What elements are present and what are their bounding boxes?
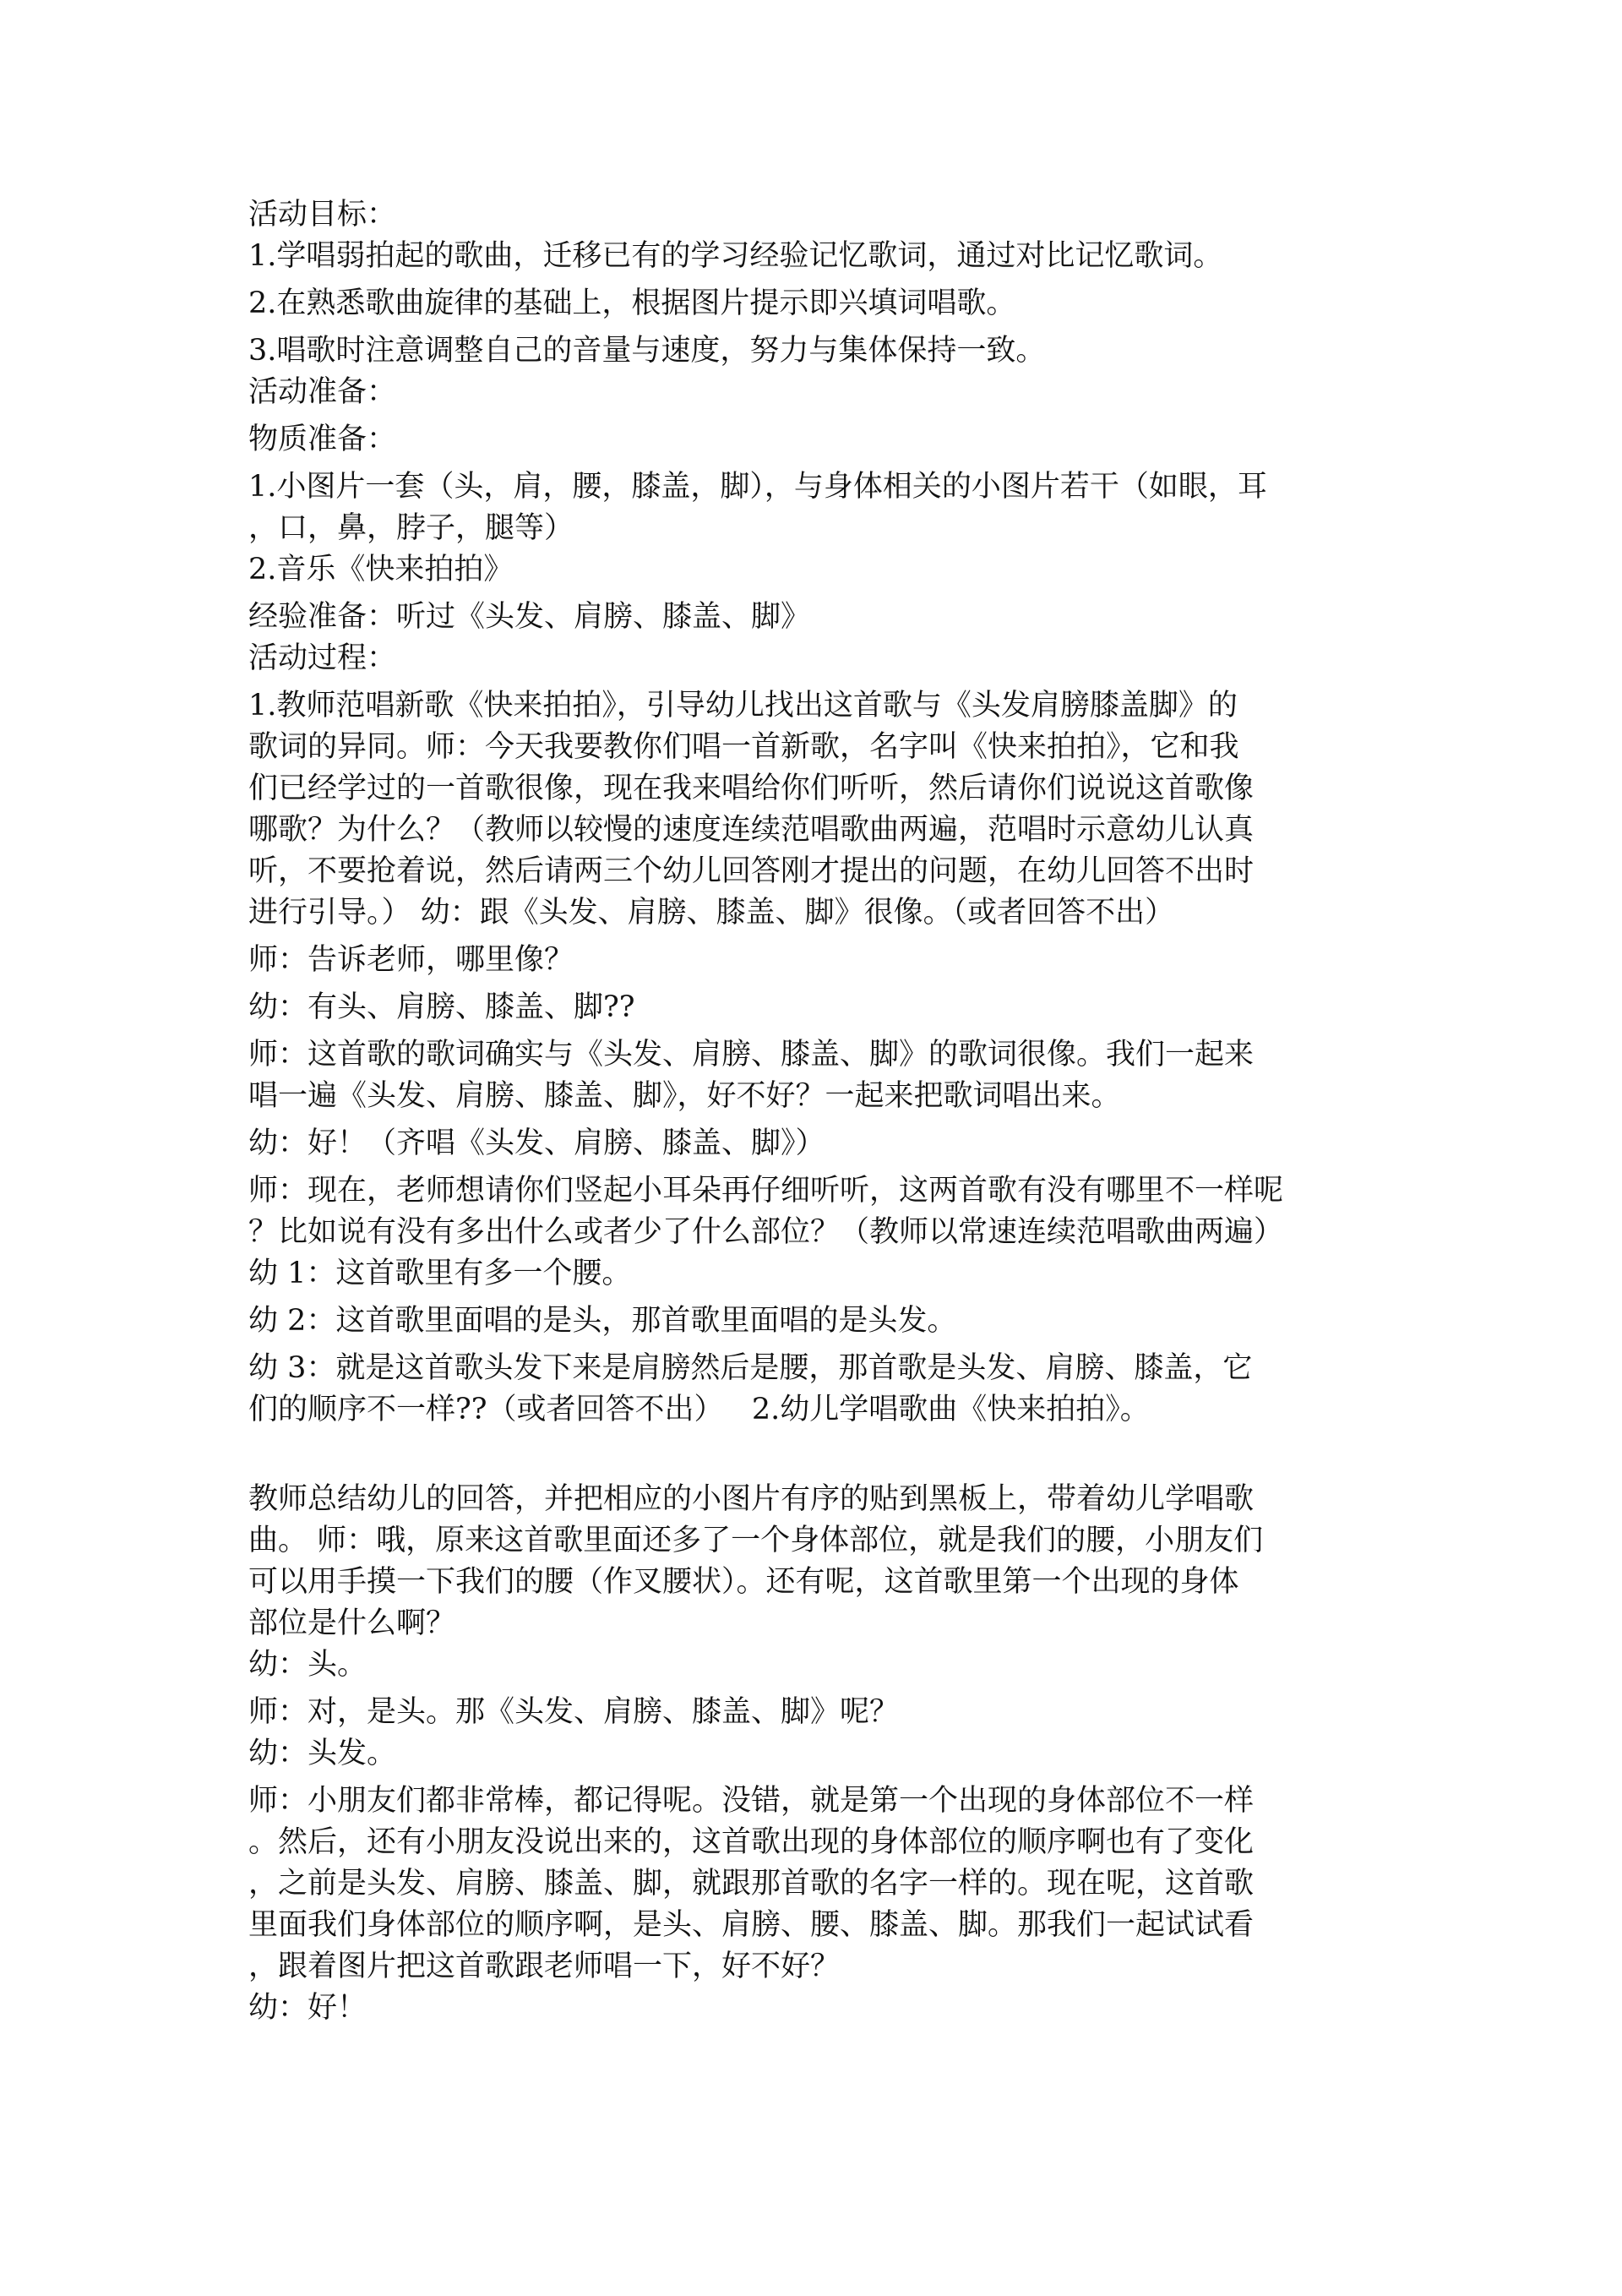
dialogue-line: 们的顺序不一样??（或者回答不出） 2.幼儿学唱歌曲《快来拍拍》。 (248, 1393, 1150, 1426)
heading-activity-preparation: 活动准备： (248, 375, 397, 409)
dialogue-line: 幼：有头、肩膀、膝盖、脚?? (248, 990, 635, 1024)
process-step-1-line-2: 歌词的异同。师：今天我要教你们唱一首新歌，名字叫《快来拍拍》，它和我 (248, 730, 1239, 764)
process-step-1-line-6: 进行引导。） 幼：跟《头发、肩膀、膝盖、脚》很像。（或者回答不出） (248, 896, 1175, 930)
dialogue-line: 幼 1：这首歌里有多一个腰。 (248, 1257, 632, 1290)
dialogue-line: 幼：好！ (248, 1991, 367, 2025)
dialogue-line: 师：对，是头。那《头发、肩膀、膝盖、脚》呢？ (248, 1695, 900, 1729)
heading-activity-process: 活动过程： (248, 641, 397, 675)
dialogue-line: 。然后，还有小朋友没说出来的，这首歌出现的身体部位的顺序啊也有了变化 (248, 1825, 1255, 1859)
material-item-2: 2.音乐《快来拍拍》 (248, 553, 514, 586)
process-step-2-line: 部位是什么啊？ (248, 1606, 456, 1640)
goal-item-1: 1.学唱弱拍起的歌曲，迁移已有的学习经验记忆歌词，通过对比记忆歌词。 (248, 239, 1223, 273)
process-step-2-line: 曲。 师：哦，原来这首歌里面还多了一个身体部位，就是我们的腰，小朋友们 (248, 1524, 1264, 1557)
heading-material-preparation: 物质准备： (248, 423, 397, 456)
dialogue-line: 幼：头发。 (248, 1737, 397, 1770)
process-step-2-line: 教师总结幼儿的回答，并把相应的小图片有序的贴到黑板上，带着幼儿学唱歌 (248, 1482, 1255, 1516)
experience-preparation: 经验准备：听过《头发、肩膀、膝盖、脚》 (248, 600, 811, 634)
dialogue-line: 里面我们身体部位的顺序啊，是头、肩膀、腰、膝盖、脚。那我们一起试试看 (248, 1908, 1255, 1942)
dialogue-line: 师：这首歌的歌词确实与《头发、肩膀、膝盖、脚》的歌词很像。我们一起来 (248, 1038, 1255, 1072)
process-step-1-line-4: 哪歌？为什么？（教师以较慢的速度连续范唱歌曲两遍，范唱时示意幼儿认真 (248, 813, 1255, 847)
goal-item-2: 2.在熟悉歌曲旋律的基础上，根据图片提示即兴填词唱歌。 (248, 286, 1016, 320)
dialogue-line: 师：小朋友们都非常棒，都记得呢。没错，就是第一个出现的身体部位不一样 (248, 1784, 1255, 1818)
material-item-1-line-1: 1.小图片一套（头，肩，腰，膝盖，脚），与身体相关的小图片若干（如眼，耳 (248, 470, 1267, 504)
heading-activity-goals: 活动目标： (248, 198, 397, 232)
dialogue-line: ，之前是头发、肩膀、膝盖、脚，就跟那首歌的名字一样的。现在呢，这首歌 (248, 1867, 1255, 1901)
material-item-1-line-2: ，口，鼻，脖子，腿等） (248, 511, 574, 545)
dialogue-line: 幼：好！（齐唱《头发、肩膀、膝盖、脚》） (248, 1126, 825, 1160)
dialogue-line: 唱一遍《头发、肩膀、膝盖、脚》，好不好？一起来把歌词唱出来。 (248, 1079, 1121, 1113)
dialogue-line: 师：告诉老师，哪里像？ (248, 943, 574, 977)
document-body (248, 194, 1414, 2029)
process-step-2-line: 可以用手摸一下我们的腰（作叉腰状）。还有呢，这首歌里第一个出现的身体 (248, 1565, 1239, 1599)
process-step-1-line-5: 听，不要抢着说，然后请两三个幼儿回答刚才提出的问题，在幼儿回答不出时 (248, 854, 1255, 888)
process-step-1-line-1: 1.教师范唱新歌《快来拍拍》，引导幼儿找出这首歌与《头发肩膀膝盖脚》的 (248, 689, 1238, 723)
dialogue-line: ？比如说有没有多出什么或者少了什么部位？（教师以常速连续范唱歌曲两遍） (248, 1215, 1284, 1249)
process-step-1-line-3: 们已经学过的一首歌很像，现在我来唱给你们听听，然后请你们说说这首歌像 (248, 772, 1255, 805)
dialogue-line: 师：现在，老师想请你们竖起小耳朵再仔细听听，这两首歌有没有哪里不一样呢 (248, 1174, 1284, 1208)
dialogue-line: 幼 2：这首歌里面唱的是头，那首歌里面唱的是头发。 (248, 1304, 957, 1338)
goal-item-3: 3.唱歌时注意调整自己的音量与速度，努力与集体保持一致。 (248, 334, 1046, 368)
dialogue-line: ，跟着图片把这首歌跟老师唱一下，好不好？ (248, 1950, 841, 1983)
dialogue-line: 幼：头。 (248, 1648, 367, 1682)
dialogue-line: 幼 3：就是这首歌头发下来是肩膀然后是腰，那首歌是头发、肩膀、膝盖，它 (248, 1351, 1253, 1385)
